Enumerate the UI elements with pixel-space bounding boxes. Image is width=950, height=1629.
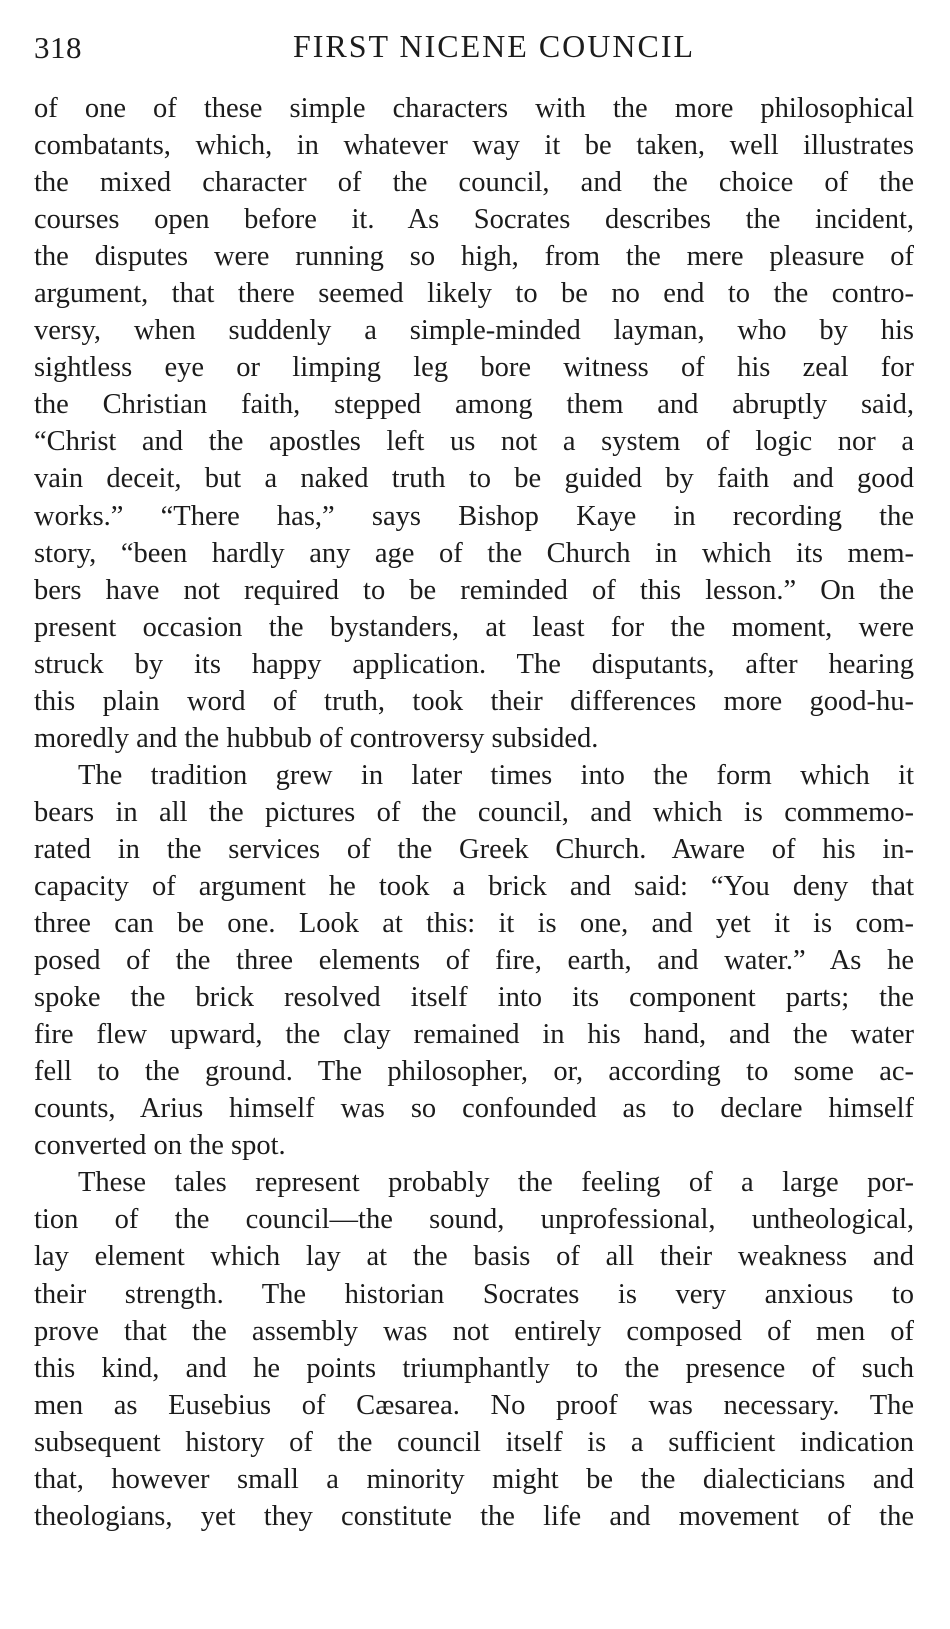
text-line: counts, Arius himself was so confounded as to declare himself — [34, 1093, 914, 1125]
text-line: versy, when suddenly a simple-minded layman, who by his — [34, 315, 914, 347]
text-line: These tales represent probably the feeling of a large por- — [78, 1167, 914, 1199]
text-line: lay element which lay at the basis of all their weakness and — [34, 1241, 914, 1273]
text-line: of one of these simple characters with the more philosophical — [34, 93, 914, 124]
text-line: the mixed character of the council, and the choice of the — [34, 167, 914, 199]
text-line: struck by its happy application. The disputants, after hearing — [34, 648, 914, 680]
text-line: subsequent history of the council itself is a sufficient indication — [34, 1426, 914, 1458]
running-title: FIRST NICENE COUNCIL — [292, 28, 696, 64]
text-line: The tradition grew in later times into the form which it — [78, 759, 914, 791]
text-line: fell to the ground. The philosopher, or, according to some ac- — [34, 1056, 914, 1088]
text-line: courses open before it. As Socrates describes the incident, — [34, 204, 914, 236]
text-line: story, “been hardly any age of the Church in which its mem- — [34, 537, 914, 569]
text-line: converted on the spot. — [34, 1130, 286, 1162]
text-line: bears in all the pictures of the council, and which is commemo- — [34, 796, 914, 828]
text-line: this plain word of truth, took their differences more good-hu- — [34, 685, 914, 717]
text-line: that, however small a minority might be the dialecticians and — [34, 1463, 914, 1495]
text-line: present occasion the bystanders, at least for the moment, were — [34, 611, 914, 643]
text-line: spoke the brick resolved itself into its component parts; the — [34, 982, 914, 1014]
running-head — [34, 26, 914, 76]
book-page — [34, 26, 914, 1535]
text-line: combatants, which, in whatever way it be taken, well illustrates — [34, 130, 914, 162]
text-line: this kind, and he points triumphantly to the presence of such — [34, 1352, 914, 1384]
text-line: capacity of argument he took a brick and said: “You deny that — [34, 870, 914, 902]
text-line: works.” “There has,” says Bishop Kaye in recording the — [34, 500, 914, 532]
text-line: “Christ and the apostles left us not a system of logic nor a — [34, 426, 914, 458]
text-line: argument, that there seemed likely to be no end to the contro- — [34, 278, 914, 310]
text-line: posed of the three elements of fire, earth, and water.” As he — [34, 945, 914, 977]
text-line: men as Eusebius of Cæsarea. No proof was necessary. The — [34, 1389, 914, 1421]
text-line: three can be one. Look at this: it is one, and yet it is com- — [34, 908, 914, 940]
body-text — [34, 90, 914, 1535]
text-line: prove that the assembly was not entirely composed of men of — [34, 1315, 914, 1347]
text-line: the Christian faith, stepped among them and abruptly said, — [34, 389, 914, 421]
page-number: 318 — [34, 30, 82, 65]
text-line: moredly and the hubbub of controversy subsided. — [34, 722, 599, 754]
text-line: vain deceit, but a naked truth to be guided by faith and good — [34, 463, 914, 495]
text-line: theologians, yet they constitute the life and movement of the — [34, 1500, 914, 1532]
text-line: the disputes were running so high, from the mere pleasure of — [34, 241, 914, 273]
text-line: rated in the services of the Greek Church. Aware of his in- — [34, 833, 914, 865]
text-line: bers have not required to be reminded of this lesson.” On the — [34, 574, 914, 606]
text-line: sightless eye or limping leg bore witness of his zeal for — [34, 352, 914, 384]
text-line: their strength. The historian Socrates is very anxious to — [34, 1278, 914, 1310]
text-line: tion of the council—the sound, unprofessional, untheological, — [34, 1204, 914, 1236]
text-line: fire flew upward, the clay remained in his hand, and the water — [34, 1019, 914, 1051]
